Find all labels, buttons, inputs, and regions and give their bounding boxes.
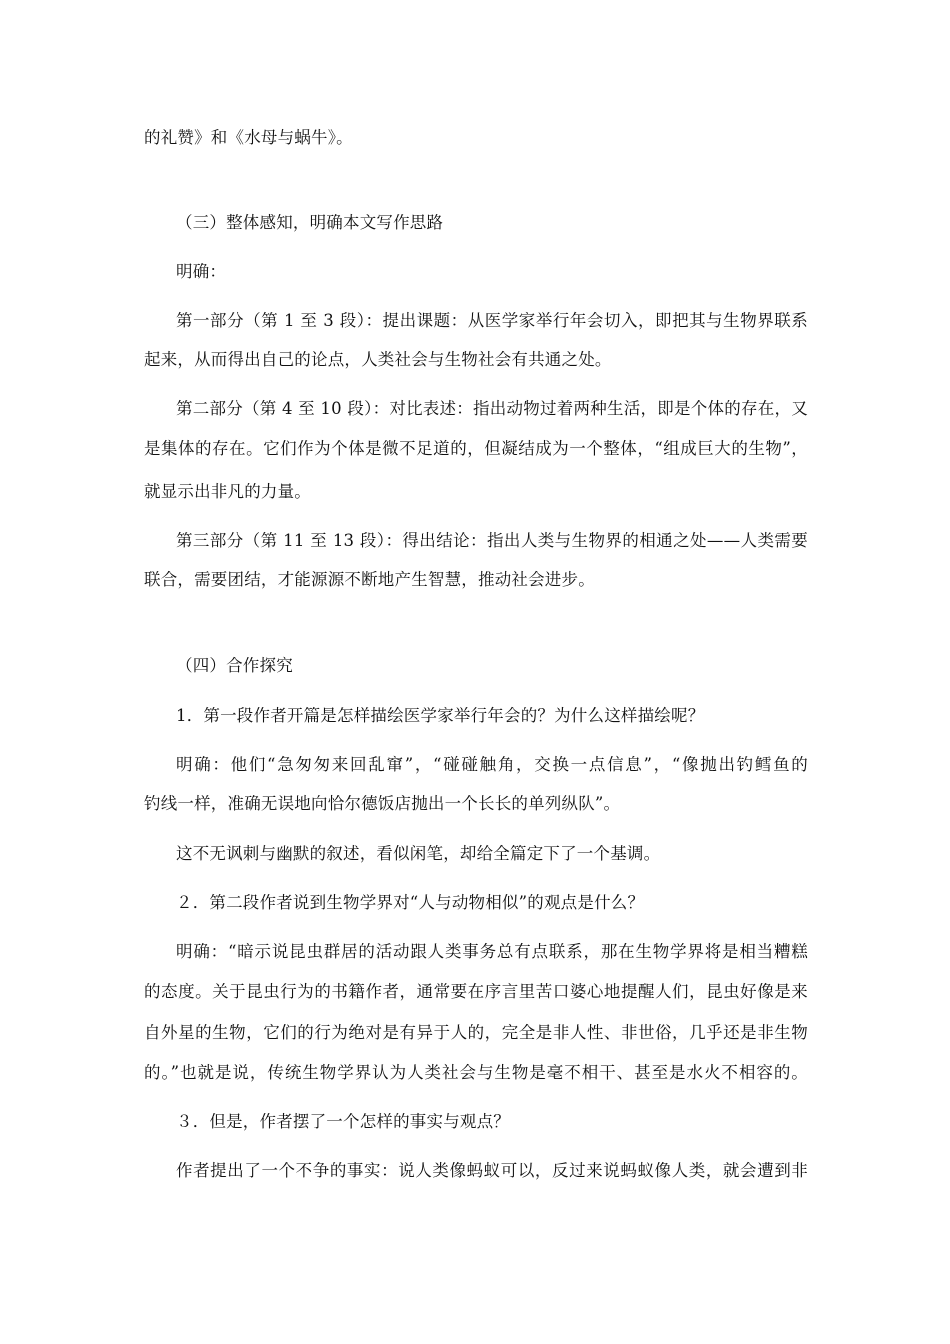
text-line: 起来，从而得出自己的论点，人类社会与生物社会有共通之处。 — [144, 350, 612, 369]
text-line: 的态度。关于昆虫行为的书籍作者，通常要在序言里苦口婆心地提醒人们，昆虫好像是来 — [144, 982, 808, 1001]
text-line: 作者提出了一个不争的事实：说人类像蚂蚁可以，反过来说蚂蚁像人类，就会遭到非 — [176, 1161, 808, 1180]
question-item: 1．第一段作者开篇是怎样描绘医学家举行年会的？为什么这样描绘呢？ — [176, 706, 705, 725]
text-line: 第二部分（第 4 至 10 段）：对比表述：指出动物过着两种生活，即是个体的存在，又 — [176, 399, 808, 418]
section-heading: （四）合作探究 — [176, 656, 293, 675]
text-line: 联合，需要团结，才能源源不断地产生智慧，推动社会进步。 — [144, 570, 595, 589]
question-item: ３．但是，作者摆了一个怎样的事实与观点？ — [176, 1112, 510, 1131]
text-line: 明确： — [176, 262, 227, 281]
text-line: 自外星的生物，它们的行为绝对是有异于人的，完全是非人性、非世俗，几乎还是非生物 — [144, 1023, 808, 1042]
text-line: 就显示出非凡的力量。 — [144, 482, 311, 501]
text-line: 明确：他们“急匆匆来回乱窜”，“碰碰触角，交换一点信息”，“像抛出钓鳕鱼的 — [176, 755, 808, 774]
text-line: 明确：“暗示说昆虫群居的活动跟人类事务总有点联系，那在生物学界将是相当糟糕 — [176, 942, 808, 961]
text-line: 第三部分（第 11 至 13 段）：得出结论：指出人类与生物界的相通之处——人类需要 — [176, 531, 808, 550]
section-heading: （三）整体感知，明确本文写作思路 — [176, 213, 444, 232]
text-line: 这不无讽刺与幽默的叙述，看似闲笔，却给全篇定下了一个基调。 — [176, 844, 661, 863]
question-item: ２．第二段作者说到生物学界对“人与动物相似”的观点是什么？ — [176, 893, 645, 912]
text-line: 是集体的存在。它们作为个体是微不足道的，但凝结成为一个整体，“组成巨大的生物”， — [144, 439, 808, 458]
text-line: 的礼赞》和《水母与蜗牛》。 — [144, 128, 353, 147]
text-line: 的。”也就是说，传统生物学界认为人类社会与生物是毫不相干、甚至是水火不相容的。 — [144, 1063, 808, 1082]
text-line: 第一部分（第 1 至 3 段）：提出课题：从医学家举行年会切入，即把其与生物界联系 — [176, 311, 808, 330]
text-line: 钓线一样，准确无误地向恰尔德饭店抛出一个长长的单列纵队”。 — [144, 794, 621, 813]
